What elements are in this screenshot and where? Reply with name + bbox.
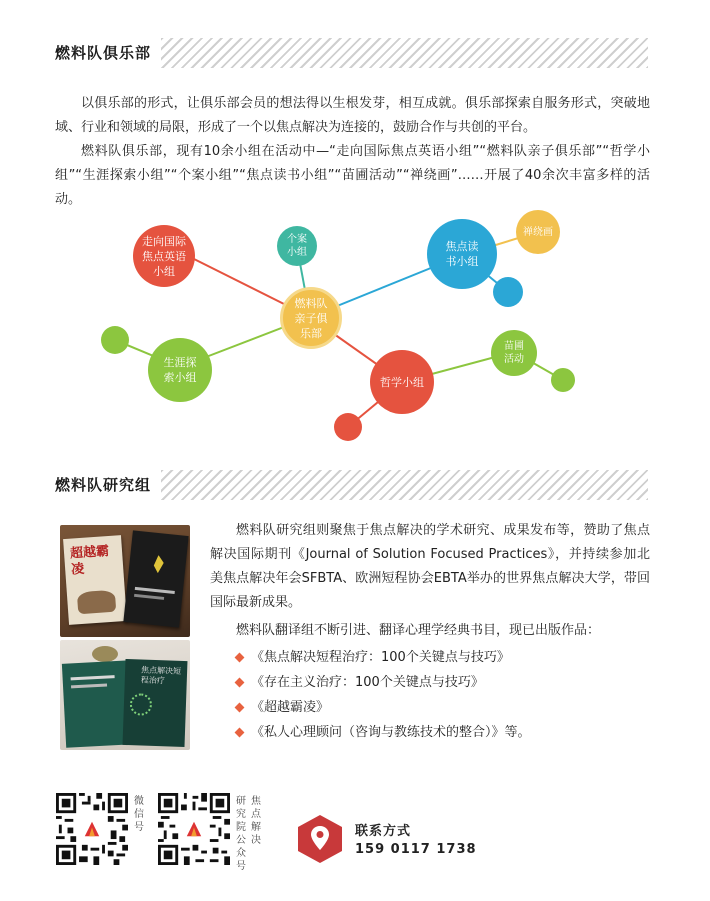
- decorative-dot-red: [334, 413, 362, 441]
- book-cover-sfbt: [123, 659, 188, 747]
- book-title: 《焦点解决短程治疗：100个关键点与技巧》: [251, 650, 510, 665]
- contact-phone[interactable]: 159 0117 1738: [355, 842, 477, 857]
- group-nursery-bubble: [491, 330, 537, 376]
- group-zentangle-bubble: [516, 210, 560, 254]
- book-list-item: [235, 670, 531, 695]
- qr-label-account: 研究院公众号: [236, 796, 246, 872]
- translation-paragraph: 燃料队翻译组不断引进、翻译心理学经典书目，现已出版作品：: [236, 623, 601, 638]
- club-groups-paragraph: 燃料队俱乐部，现有10余小组在活动中—“走向国际焦点英语小组”“燃料队亲子俱乐部”“哲学小组”“生涯探索小组”“个案小组”“焦点读书小组”“苗圃活动”“禅绕画”……开展了40余次丰富多样的活动。: [55, 144, 650, 207]
- group-reading-label: 焦点读 书小组: [445, 240, 479, 268]
- sfbt-cover-title: 焦点解决短程治疗: [140, 665, 182, 686]
- qr-label-wechat: 微信号: [134, 796, 144, 833]
- book-cover-existential: [123, 530, 188, 627]
- group-nursery-label: 苗圃 活动: [504, 341, 524, 365]
- club-heading: 燃料队俱乐部: [55, 38, 161, 68]
- book-title: 《超越霸凌》: [251, 700, 330, 715]
- official-account-qr-code[interactable]: [158, 793, 230, 865]
- group-center-bubble: [280, 287, 342, 349]
- diamond-bullet-icon: [235, 653, 245, 663]
- group-case-label: 个案 小组: [287, 234, 307, 258]
- book-title: 《私人心理顾问（咨询与教练技术的整合）》等。: [251, 725, 531, 740]
- book-title: 《存在主义治疗：100个关键点与技巧》: [251, 675, 484, 690]
- location-icon: [298, 815, 342, 863]
- cover-illustration: [77, 590, 116, 615]
- group-career-label: 生涯探 索小组: [163, 356, 197, 384]
- decorative-dot-green-left: [101, 326, 129, 354]
- wechat-qr-code[interactable]: [56, 793, 128, 865]
- diamond-bullet-icon: [235, 678, 245, 688]
- book-cover-bullying: [63, 535, 127, 625]
- club-groups-diagram: [0, 200, 710, 450]
- group-english-label: 走向国际 焦点英语 小组: [142, 234, 186, 278]
- cover-text-line: [71, 684, 107, 689]
- research-heading: 燃料队研究组: [55, 470, 161, 500]
- club-intro-paragraph: 以俱乐部的形式，让俱乐部会员的想法得以生根发芽，相互成就。俱乐部探索自服务形式，突破地域、行业和领域的局限，形成了一个以焦点解决为连接的，鼓励合作与共创的平台。: [55, 96, 650, 135]
- book-list-item: [235, 695, 531, 720]
- qr-label-solution-focused: 焦点解决: [251, 796, 261, 846]
- cover-pattern: [130, 693, 153, 716]
- book-list-item: [235, 645, 531, 670]
- group-case-bubble: [277, 226, 317, 266]
- group-career-bubble: [148, 338, 212, 402]
- cover-text-line: [135, 587, 175, 594]
- group-philosophy-bubble: [370, 350, 434, 414]
- group-reading-bubble: [427, 219, 497, 289]
- book-list-item: [235, 720, 531, 745]
- books-photo-bottom: [60, 640, 190, 750]
- cover-text-line: [71, 675, 115, 680]
- group-english-bubble: [133, 225, 195, 287]
- diamond-bullet-icon: [235, 703, 245, 713]
- group-zentangle-label: 禅绕画: [523, 226, 553, 238]
- contact-title: 联系方式: [355, 824, 412, 839]
- research-paragraph: 燃料队研究组则聚焦于焦点解决的学术研究、成果发布等，赞助了焦点解决国际期刊《Journal of Solution Focused Practices》，并持续参加北美焦点解决年会SFBTA、欧洲短程协会EBTA举办的世界焦点解决大学，带回国际最新成果。: [210, 523, 650, 610]
- group-philosophy-label: 哲学小组: [380, 375, 424, 389]
- cover-text-line: [134, 594, 164, 600]
- diamond-bullet-icon: [235, 728, 245, 738]
- group-center-label: 燃料队 亲子俱 乐部: [294, 296, 328, 340]
- decorative-dot-green-right: [551, 368, 575, 392]
- butterfly-icon: [151, 555, 165, 574]
- book-list: [235, 645, 531, 745]
- club-section-header: [55, 38, 648, 68]
- bullying-cover-title: 超越霸凌: [69, 543, 110, 578]
- research-section-header: [55, 470, 648, 500]
- books-photo-top: [60, 525, 190, 637]
- decorative-dot-blue: [493, 277, 523, 307]
- decor-object: [92, 646, 118, 662]
